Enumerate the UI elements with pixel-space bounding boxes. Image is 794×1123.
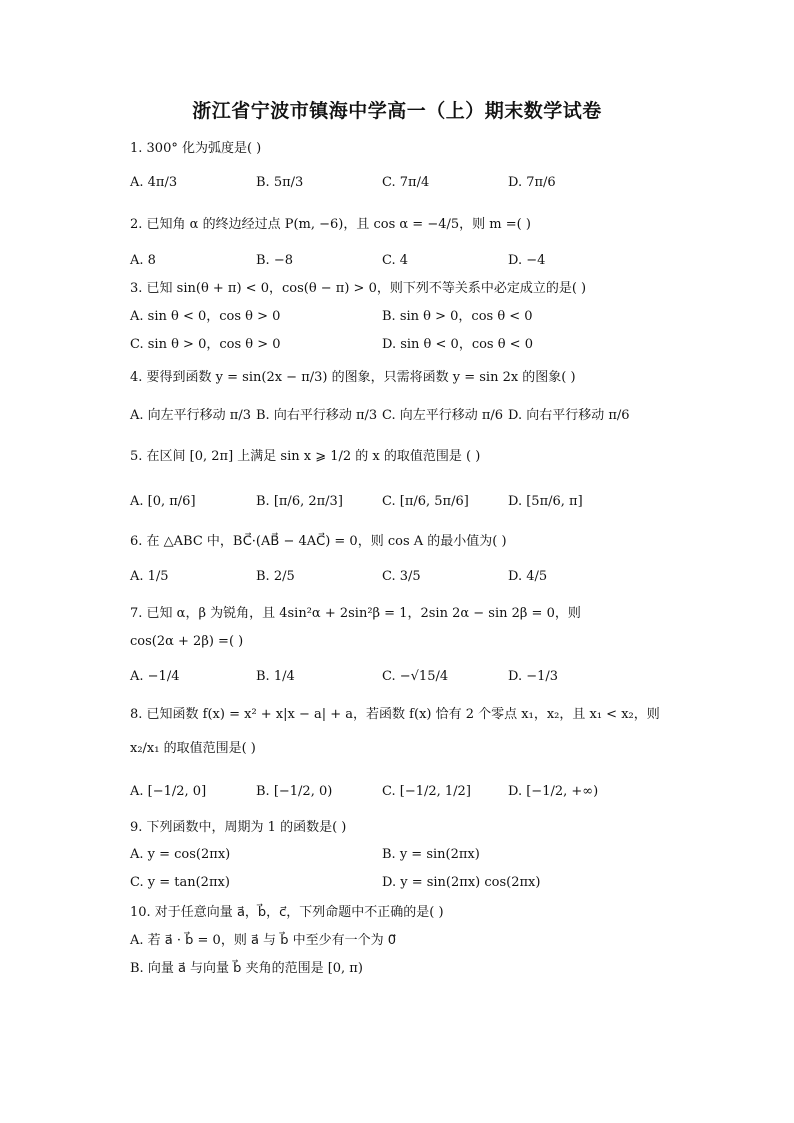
q9-option-b[interactable]: B. y = sin(2πx)	[382, 847, 480, 862]
question-9-stem: 9. 下列函数中，周期为 1 的函数是( )	[130, 820, 347, 835]
q3-option-a[interactable]: A. sin θ < 0，cos θ > 0	[130, 309, 281, 324]
q4-option-d[interactable]: D. 向右平行移动 π/6	[508, 408, 630, 423]
q6-option-d[interactable]: D. 4/5	[508, 569, 548, 584]
q9-option-a[interactable]: A. y = cos(2πx)	[130, 847, 231, 862]
question-3-stem: 3. 已知 sin(θ + π) < 0，cos(θ − π) > 0，则下列不等关系中必定成立的是( )	[130, 281, 587, 296]
q7-option-b[interactable]: B. 1/4	[256, 669, 295, 684]
q3-option-c[interactable]: C. sin θ > 0，cos θ > 0	[130, 337, 281, 352]
q6-option-c[interactable]: C. 3/5	[382, 569, 421, 584]
question-5-stem: 5. 在区间 [0, 2π] 上满足 sin x ⩾ 1/2 的 x 的取值范围是 ( )	[130, 449, 481, 464]
question-1-stem: 1. 300° 化为弧度是( )	[130, 141, 262, 156]
q5-option-d[interactable]: D. [5π/6, π]	[508, 494, 583, 509]
q8-option-b[interactable]: B. [−1/2, 0)	[256, 784, 333, 799]
q1-option-c[interactable]: C. 7π/4	[382, 175, 430, 190]
q9-option-c[interactable]: C. y = tan(2πx)	[130, 875, 230, 890]
q2-option-c[interactable]: C. 4	[382, 253, 409, 268]
q9-option-d[interactable]: D. y = sin(2πx) cos(2πx)	[382, 875, 541, 890]
q1-option-d[interactable]: D. 7π/6	[508, 175, 556, 190]
question-7-stem-cont: cos(2α + 2β) =( )	[130, 634, 244, 649]
q8-option-c[interactable]: C. [−1/2, 1/2]	[382, 784, 471, 799]
q2-option-d[interactable]: D. −4	[508, 253, 546, 268]
q7-option-d[interactable]: D. −1/3	[508, 669, 559, 684]
q7-option-a[interactable]: A. −1/4	[130, 669, 180, 684]
q1-option-b[interactable]: B. 5π/3	[256, 175, 304, 190]
q10-option-a[interactable]: A. 若 a⃗ · b⃗ = 0，则 a⃗ 与 b⃗ 中至少有一个为 0⃗	[130, 933, 396, 948]
q5-option-a[interactable]: A. [0, π/6]	[130, 494, 196, 509]
q4-option-c[interactable]: C. 向左平行移动 π/6	[382, 408, 504, 423]
q8-option-d[interactable]: D. [−1/2, +∞)	[508, 784, 599, 799]
q6-option-b[interactable]: B. 2/5	[256, 569, 295, 584]
q7-option-c[interactable]: C. −√15/4	[382, 669, 449, 684]
q3-option-d[interactable]: D. sin θ < 0，cos θ < 0	[382, 337, 533, 352]
q10-option-b[interactable]: B. 向量 a⃗ 与向量 b⃗ 夹角的范围是 [0, π)	[130, 961, 363, 976]
q8-option-a[interactable]: A. [−1/2, 0]	[130, 784, 207, 799]
question-8-stem-cont: x₂/x₁ 的取值范围是( )	[130, 741, 256, 756]
exam-title: 浙江省宁波市镇海中学高一（上）期末数学试卷	[192, 100, 602, 122]
q5-option-b[interactable]: B. [π/6, 2π/3]	[256, 494, 343, 509]
question-8-stem: 8. 已知函数 f(x) = x² + x|x − a| + a，若函数 f(x) 恰有 2 个零点 x₁，x₂，且 x₁ < x₂，则	[130, 707, 660, 722]
q2-option-a[interactable]: A. 8	[130, 253, 156, 268]
question-2-stem: 2. 已知角 α 的终边经过点 P(m, −6)，且 cos α = −4/5，则 m =( )	[130, 217, 531, 232]
q3-option-b[interactable]: B. sin θ > 0，cos θ < 0	[382, 309, 533, 324]
q4-option-b[interactable]: B. 向右平行移动 π/3	[256, 408, 378, 423]
question-4-stem: 4. 要得到函数 y = sin(2x − π/3) 的图象，只需将函数 y = sin 2x 的图象( )	[130, 370, 576, 385]
q6-option-a[interactable]: A. 1/5	[130, 569, 169, 584]
q2-option-b[interactable]: B. −8	[256, 253, 293, 268]
question-10-stem: 10. 对于任意向量 a⃗，b⃗，c⃗，下列命题中不正确的是( )	[130, 905, 444, 920]
q5-option-c[interactable]: C. [π/6, 5π/6]	[382, 494, 469, 509]
question-6-stem: 6. 在 △ABC 中，BC⃗·(AB⃗ − 4AC⃗) = 0，则 cos A 的最小值为( )	[130, 534, 507, 549]
question-7-stem: 7. 已知 α，β 为锐角，且 4sin²α + 2sin²β = 1，2sin 2α − sin 2β = 0，则	[130, 606, 581, 621]
q4-option-a[interactable]: A. 向左平行移动 π/3	[130, 408, 251, 423]
q1-option-a[interactable]: A. 4π/3	[130, 175, 178, 190]
